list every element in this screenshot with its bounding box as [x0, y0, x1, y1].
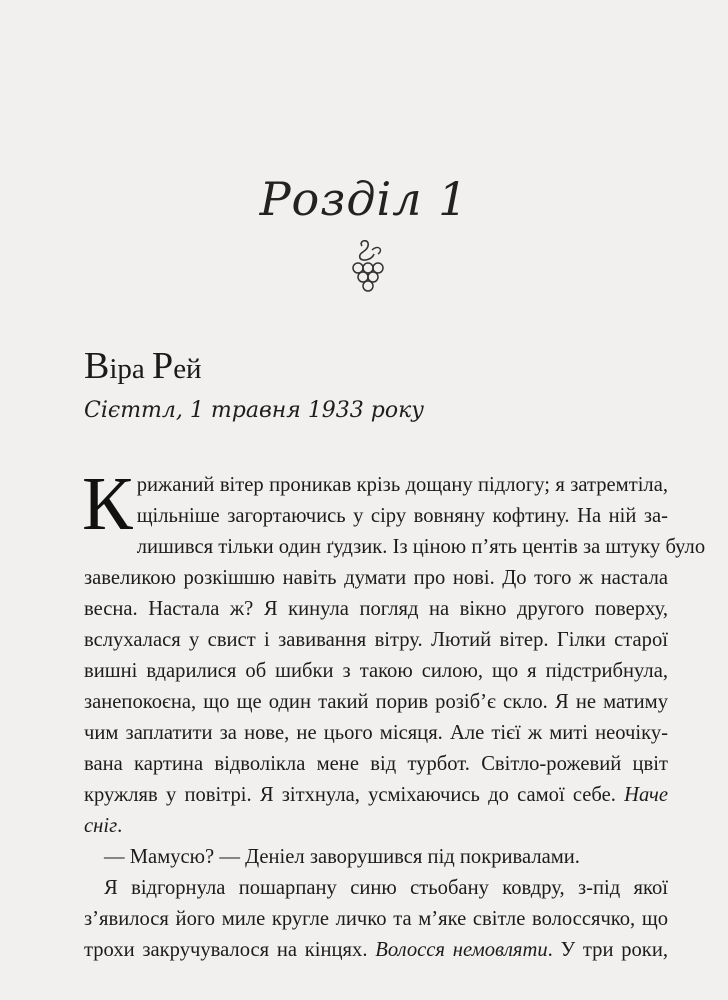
italic-phrase: сніг	[84, 815, 118, 837]
drop-cap: К	[82, 462, 133, 546]
text-line: сніг.	[84, 815, 123, 837]
dialogue-line: — Мамусю? — Деніел заворушився під покривалами.	[104, 846, 580, 868]
text-line: щільніше загортаючись у сіру вовняну кофтину. На ній за-	[136, 505, 668, 527]
text-line: кружляв у повітрі. Я зітхнула, усміхаючись до самої себе. Наче	[84, 784, 668, 806]
chapter-title: Розділ 1	[259, 172, 469, 226]
text-line: з’явилося його миле кругле личко та м’яке світле волоссячко, що	[84, 908, 668, 930]
italic-phrase: Волосся немовляти	[375, 939, 548, 961]
text-line: Я відгорнула пошарпану синю стьобану ковдру, з-під якої	[104, 877, 668, 899]
dropcap-block	[82, 462, 668, 546]
dateline: Сієттл, 1 травня 1933 року	[84, 398, 425, 423]
text-line: вслухалася у свист і завивання вітру. Лютий вітер. Гілки старої	[84, 629, 668, 651]
text-line: рижаний вітер проникав крізь дощану підлогу; я затремтіла,	[136, 474, 668, 496]
text-line: весна. Настала ж? Я кинула погляд на вікно другого поверху,	[84, 598, 668, 620]
text-line: чим заплатити за нове, не цього місяця. Але тієї ж миті неочіку-	[84, 722, 668, 744]
text-line: занепокоєна, що ще один такий порив розіб’є скло. Я не матиму	[84, 691, 668, 713]
grape-cluster-icon	[348, 240, 388, 298]
italic-phrase: Наче	[624, 784, 668, 806]
text-line: лишився тільки один ґудзик. Із ціною п’ять центів за штуку було	[136, 536, 706, 558]
text-line: завеликою розкішшю навіть думати про нові. До того ж настала	[84, 567, 668, 589]
text-line: вишні вдарилися об шибки з такою силою, що я підстрибнула,	[84, 660, 668, 682]
text-line: трохи закручувалося на кінцях. Волосся немовляти. У три роки,	[84, 939, 668, 961]
text-line: вана картина відволікла мене від турбот. Світло-рожевий цвіт	[84, 753, 668, 775]
section-heading: Віра Рей	[84, 345, 202, 387]
body-text	[82, 462, 706, 966]
